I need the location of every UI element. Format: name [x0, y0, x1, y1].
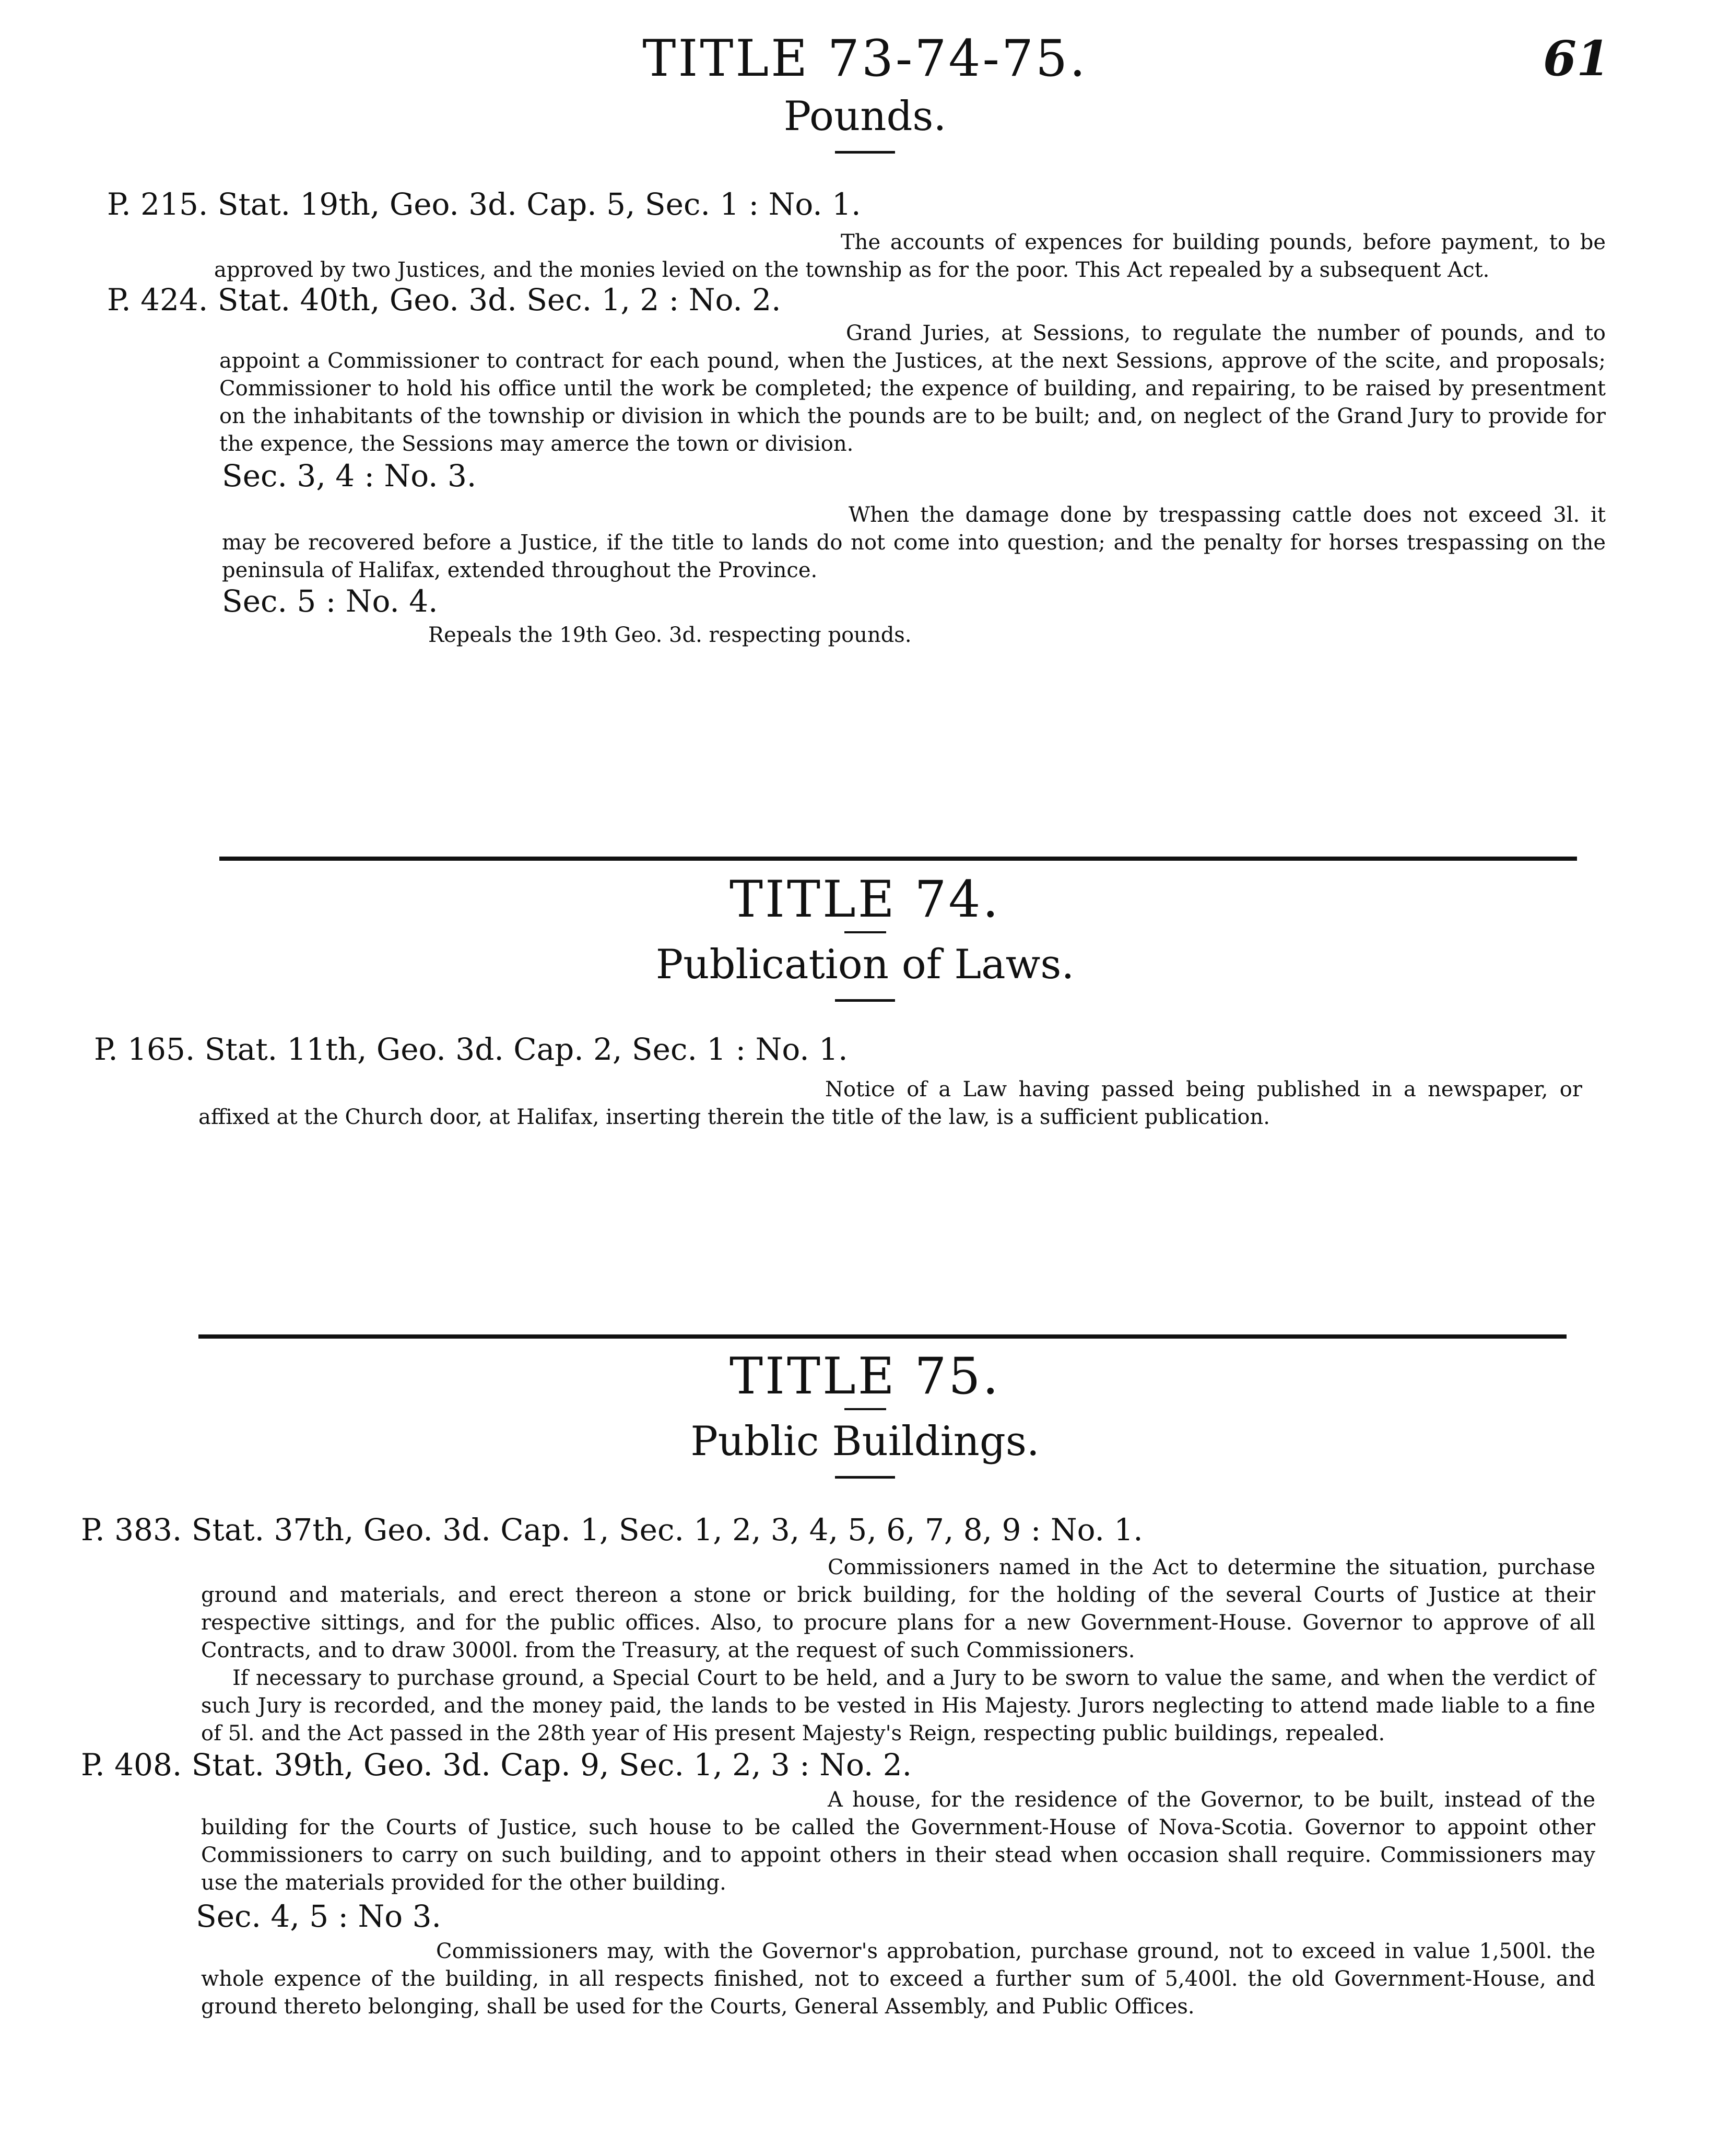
- entry-text: The accounts of expences for building pounds, before payment, to be approved by two Justices, and the monies levied on the township as for the poor. This Act repealed by a subsequent Act.: [214, 230, 1606, 282]
- entry-citation: Sec. 4, 5 : No 3.: [196, 1899, 441, 1934]
- entry-citation: P. 424. Stat. 40th, Geo. 3d. Sec. 1, 2 : No. 2.: [107, 282, 781, 318]
- entry-text: When the damage done by trespassing cattle does not exceed 3l. it may be recovered before a Justice, if the title to lands do not come into question; and the penalty for horses trespassing on the peninsula of Halifax, extended throughout the Province.: [222, 503, 1606, 582]
- section-subject: Publication of Laws.: [655, 941, 1075, 988]
- title-underline: [844, 1408, 886, 1410]
- entry-citation: P. 408. Stat. 39th, Geo. 3d. Cap. 9, Sec. 1, 2, 3 : No. 2.: [81, 1747, 912, 1783]
- section-header-pounds: [0, 29, 1730, 154]
- section-header-publication-of-laws: [0, 870, 1730, 1002]
- entry-citation: P. 215. Stat. 19th, Geo. 3d. Cap. 5, Sec. 1 : No. 1.: [107, 186, 861, 222]
- title-underline: [835, 151, 895, 154]
- section-divider: [198, 1334, 1567, 1339]
- entry-text: Commissioners named in the Act to determine the situation, purchase ground and materials, and erect thereon a stone or brick building, for the holding of the several Courts of Justice at their respective sittings, and for the public offices. Also, to procure plans for a new Government-House. Governor to approve of all Contracts, and to draw 3000l. from the Treasury, at the request of such Commissioners. If necessary to purchase ground, a Special Court to be held, and a Jury to be sworn to value the same, and when the verdict of such Jury is recorded, and the money paid, the lands to be vested in His Majesty. Jurors neglecting to attend made liable to a fine of 5l. and the Act passed in the 28th year of His present Majesty's Reign, respecting public buildings, repealed.: [201, 1555, 1595, 1745]
- section-title: TITLE 74.: [729, 870, 1001, 929]
- title-underline: [835, 999, 895, 1002]
- title-underline: [844, 931, 886, 933]
- entry-text: Commissioners may, with the Governor's approbation, purchase ground, not to exceed in value 1,500l. the whole expence of the building, in all respects finished, not to exceed a further sum of 5,400l. the old Government-House, and ground thereto belonging, shall be used for the Courts, General Assembly, and Public Offices.: [201, 1939, 1595, 2019]
- section-divider: [219, 857, 1577, 861]
- section-subject: Public Buildings.: [690, 1417, 1040, 1465]
- section-title: TITLE 75.: [729, 1347, 1001, 1405]
- entry-text: Repeals the 19th Geo. 3d. respecting pounds.: [428, 623, 912, 647]
- title-underline: [835, 1476, 895, 1479]
- entry-citation: P. 165. Stat. 11th, Geo. 3d. Cap. 2, Sec. 1 : No. 1.: [94, 1032, 848, 1067]
- entry-text: Grand Juries, at Sessions, to regulate the number of pounds, and to appoint a Commissioner to contract for each pound, when the Justices, at the next Sessions, approve of the scite, and proposals; Commissioner to hold his office until the work be completed; the expence of building, and repairing, to be raised by presentment on the inhabitants of the township or division in which the pounds are to be built; and, on neglect of the Grand Jury to provide for the expence, the Sessions may amerce the town or division.: [219, 321, 1606, 456]
- section-header-public-buildings: [0, 1347, 1730, 1479]
- section-subject: Pounds.: [783, 92, 947, 140]
- entry-citation: Sec. 5 : No. 4.: [222, 583, 438, 619]
- entry-citation: Sec. 3, 4 : No. 3.: [222, 458, 477, 494]
- entry-text: A house, for the residence of the Governor, to be built, instead of the building for the Courts of Justice, such house to be called the Government-House of Nova-Scotia. Governor to appoint other Commissioners to carry on such building, and to appoint others in their stead when occasion shall require. Commissioners may use the materials provided for the other building.: [201, 1788, 1595, 1895]
- entry-citation: P. 383. Stat. 37th, Geo. 3d. Cap. 1, Sec. 1, 2, 3, 4, 5, 6, 7, 8, 9 : No. 1.: [81, 1512, 1143, 1548]
- section-title: TITLE 73-74-75.: [642, 29, 1088, 88]
- page-number: 61: [1543, 30, 1610, 87]
- entry-text: Notice of a Law having passed being published in a newspaper, or affixed at the Church door, at Halifax, inserting therein the title of the law, is a sufficient publication.: [198, 1077, 1582, 1129]
